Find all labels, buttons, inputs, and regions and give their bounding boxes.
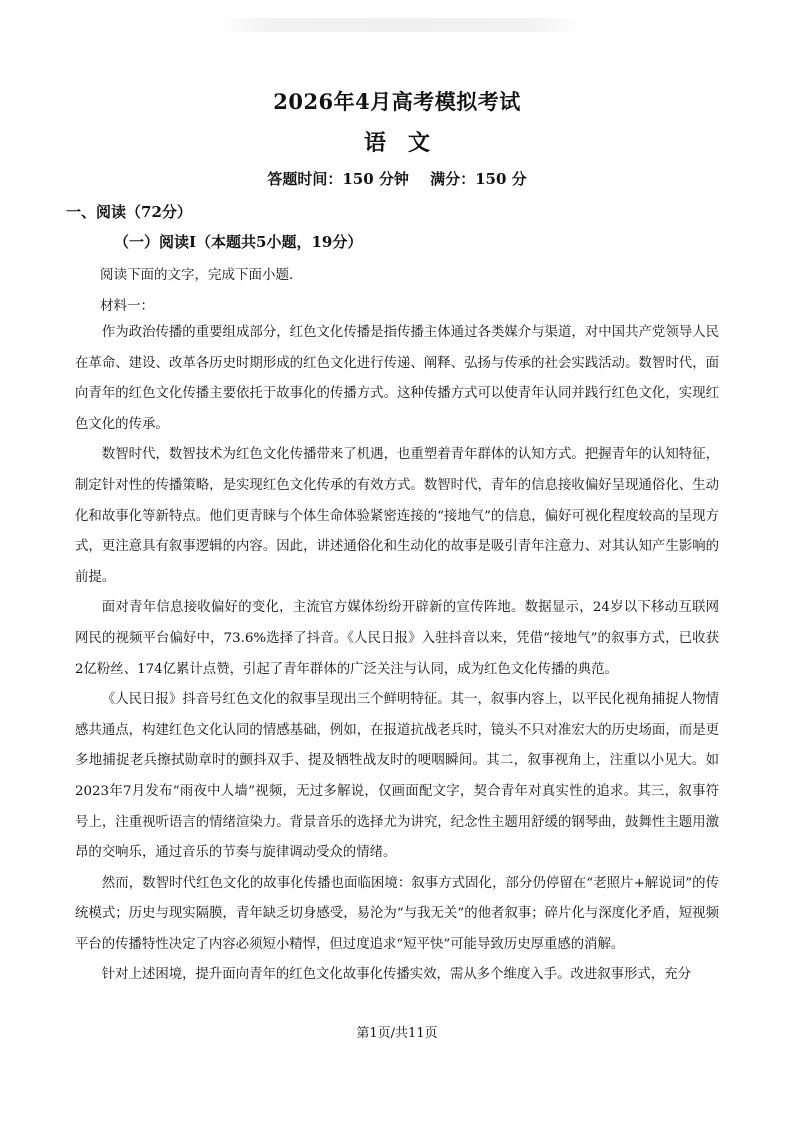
exam-title: 2026年4月高考模拟考试: [273, 89, 521, 114]
section-heading: 一、阅读（72分）: [66, 203, 192, 221]
passage-paragraph: 针对上述困境，提升面向青年的红色文化故事化传播实效，需从多个维度入手。改进叙事形式，充分: [101, 967, 691, 983]
page-footer: 第1页/共11页: [356, 1026, 438, 1041]
passage-paragraph: 然而，数智时代红色文化的故事化传播也面临困境：叙事方式固化，部分仍停留在“老照片+解说词”的传统模式；历史与现实隔膜，青年缺乏切身感受，易沦为“与我无关”的他者叙事；碎片化与深度化矛盾，短视频平台的传播特性决定了内容必须短小精悍，但过度追求“短平快”可能导致历史厚重感的消解。: [75, 875, 719, 952]
header-scan-mark: [215, 18, 585, 32]
subsection-heading: （一）阅读Ⅰ（本题共5小题，19分）: [114, 233, 363, 251]
passage-paragraph: 《人民日报》抖音号红色文化的叙事呈现出三个鲜明特征。其一，叙事内容上，以平民化视角捕捉人物情感共通点，构建红色文化认同的情感基础，例如，在报道抗战老兵时，镜头不只对准宏大的历史场面，而是更多地捕捉老兵擦拭勋章时的颤抖双手、提及牺牲战友时的哽咽瞬间。其二，叙事视角上，注重以小见大。如2023年7月发布“雨夜中人墙”视频，无过多解说，仅画面配文字，契合青年对真实性的追求。其三，叙事符号上，注重视听语言的情绪渲染力。背景音乐的选择尤为讲究，纪念性主题用舒缓的钢琴曲，鼓舞性主题用激昂的交响乐，通过音乐的节奏与旋律调动受众的情绪。: [75, 692, 719, 861]
exam-full-score: 满分：150 分: [430, 170, 527, 188]
passage-paragraph: 数智时代，数智技术为红色文化传播带来了机遇，也重塑着青年群体的认知方式。把握青年的认知特征，制定针对性的传播策略，是实现红色文化传承的有效方式。数智时代，青年的信息接收偏好呈现通俗化、生动化和故事化等新特点。他们更青睐与个体生命体验紧密连接的“接地气”的信息，偏好可视化程度较高的呈现方式，更注意具有叙事逻辑的内容。因此，讲述通俗化和生动化的故事是吸引青年注意力、对其认知产生影响的前提。: [75, 447, 719, 585]
subject-title: 语文: [363, 130, 452, 156]
passage-paragraph: 面对青年信息接收偏好的变化，主流官方媒体纷纷开辟新的宣传阵地。数据显示，24岁以下移动互联网网民的视频平台偏好中，73.6%选择了抖音。《人民日报》入驻抖音以来，凭借“接地气”的叙事方式，已收获2亿粉丝、174亿累计点赞，引起了青年群体的广泛关注与认同，成为红色文化传播的典范。: [75, 600, 719, 677]
passage-body: [75, 318, 719, 991]
exam-meta: [0, 168, 794, 189]
exam-time: 答题时间：150 分钟: [267, 170, 409, 188]
passage-paragraph: 作为政治传播的重要组成部分，红色文化传播是指传播主体通过各类媒介与渠道，对中国共产党领导人民在革命、建设、改革各历史时期形成的红色文化进行传递、阐释、弘扬与传承的社会实践活动。数智时代，面向青年的红色文化传播主要依托于故事化的传播方式。这种传播方式可以使青年认同并践行红色文化，实现红色文化的传承。: [75, 325, 719, 432]
reading-instruction: 阅读下面的文字，完成下面小题．: [100, 267, 303, 283]
material-label: 材料一：: [100, 298, 154, 314]
